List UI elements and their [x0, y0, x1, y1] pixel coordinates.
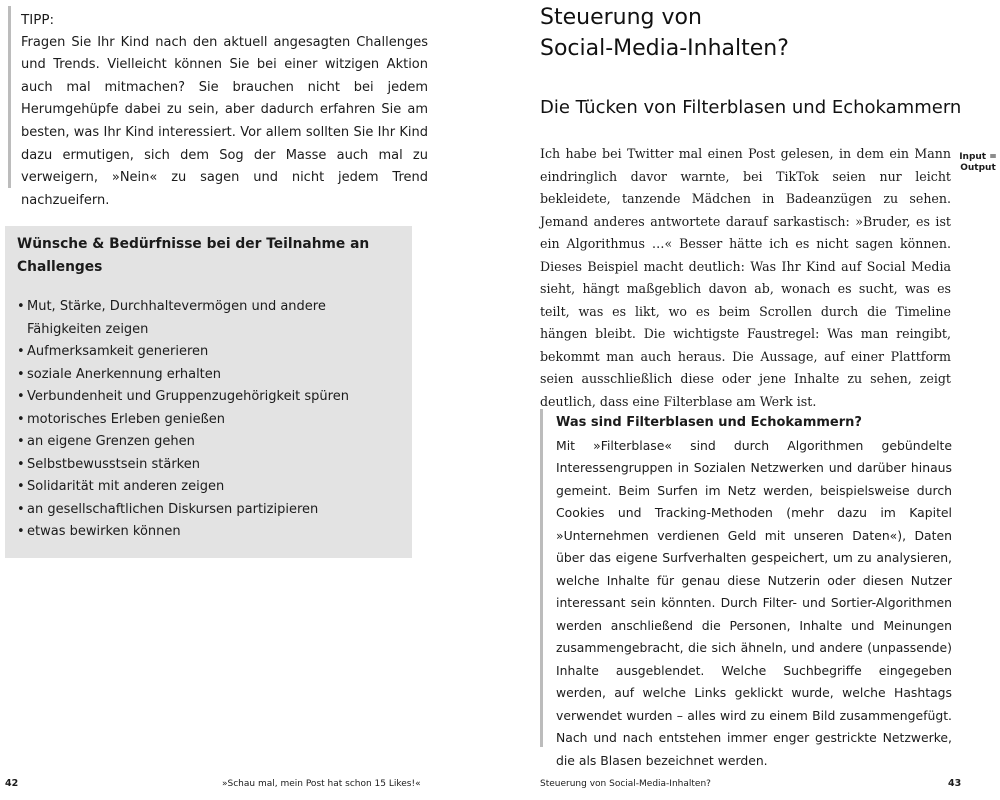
list-item: • Verbundenheit und Gruppenzugehörigkeit spüren — [17, 386, 398, 409]
needs-box-title: Wünsche & Bedürfnisse bei der Teilnahme an Challenges — [17, 236, 370, 275]
definition-box — [540, 409, 952, 768]
list-item: • Aufmerksamkeit generieren — [17, 341, 398, 364]
margin-note: Input = Output — [959, 152, 997, 173]
definition-title: Was sind Filterblasen und Echokammern? — [556, 415, 862, 430]
chapter-title-line2: Social-Media-Inhalten? — [540, 36, 789, 61]
list-item: • Mut, Stärke, Durchhaltevermögen und andere Fähigkeiten zeigen — [17, 296, 398, 341]
section-subtitle: Die Tücken von Filterblasen und Echokammern — [540, 97, 962, 118]
page-number-right: 43 — [948, 778, 962, 789]
right-page — [500, 0, 1000, 800]
needs-list — [17, 296, 398, 544]
tip-text: Fragen Sie Ihr Kind nach den aktuell angesagten Challenges und Trends. Vielleicht können Sie bei einer witzigen Aktion auch mal mitmachen? Sie brauchen nicht bei jedem Herumgehüpfe dabei zu sein, aber dadurch erfahren Sie am besten, was Ihr Kind interessiert. Vor allem sollten Sie Ihr Kind dazu ermutigen, sich dem Sog der Masse auch mal zu verweigern, »Nein« zu sagen und nicht jedem Trend nachzueifern. — [21, 34, 428, 208]
list-item: • soziale Anerkennung erhalten — [17, 364, 398, 387]
body-paragraph: Ich habe bei Twitter mal einen Post gelesen, in dem ein Mann eindringlich davor warnte, bei TikTok seien nur leicht bekleidete, tanzende Mädchen in Badeanzügen zu sehen. Jemand anderes antwortete darauf sarkastisch: »Bruder, es ist ein Algorithmus …« Besser hätte ich es nicht sagen können. Dieses Beispiel macht deutlich: Was Ihr Kind auf Social Media sieht, hängt maßgeblich davon ab, wonach es sucht, was es teilt, was es likt, wo es beim Scrollen durch die Timeline hängen bleibt. Die wichtigste Faustregel: Was man reingibt, bekommt man auch heraus. Die Aussage, auf einer Plattform seien ausschließlich diese oder jene Inhalte zu sehen, zeigt deutlich, dass eine Filterblase am Werk ist. — [540, 146, 951, 409]
running-title-left: »Schau mal, mein Post hat schon 15 Likes!« — [222, 779, 421, 789]
chapter-title-line1: Steuerung von — [540, 5, 702, 30]
list-item: • Selbstbewusstsein stärken — [17, 454, 398, 477]
chapter-title — [540, 2, 789, 64]
tip-title: TIPP: — [21, 12, 55, 28]
definition-text: Mit »Filterblase« sind durch Algorithmen gebündelte Interessengruppen in Sozialen Netzwerken und darüber hinaus gemeint. Beim Surfen im Netz werden, beispielsweise durch Cookies und Tracking-Methoden (mehr dazu im Kapitel »Unternehmen verdienen Geld mit unseren Daten«), Daten über das eigene Surfverhalten gespeichert, um zu analysieren, welche Inhalte für genau diese Nutzerin oder diesen Nutzer interessant sein könnten. Durch Filter- und Sortier-Algorithmen werden anschließend die Personen, Inhalte und Meinungen zusammengebracht, die sich ähneln, und andere (unpassende) Inhalte ausgeblendet. Welche Suchbegriffe eingegeben werden, auf welche Links geklickt wurde, welche Hashtags verwendet wurden – alles wird zu einem Bild zusammengefügt. Nach und nach entstehen immer enger gestrickte Netzwerke, die als Blasen bezeichnet werden. — [556, 437, 952, 768]
list-item: • motorisches Erleben genießen — [17, 409, 398, 432]
page-number-left: 42 — [5, 778, 19, 789]
list-item: • an gesellschaftlichen Diskursen partizipieren — [17, 499, 398, 522]
needs-box — [5, 226, 412, 558]
list-item: • an eigene Grenzen gehen — [17, 431, 398, 454]
running-title-right: Steuerung von Social-Media-Inhalten? — [540, 779, 711, 789]
list-item: • Solidarität mit anderen zeigen — [17, 476, 398, 499]
tip-box — [8, 6, 428, 208]
list-item: • etwas bewirken können — [17, 521, 398, 544]
